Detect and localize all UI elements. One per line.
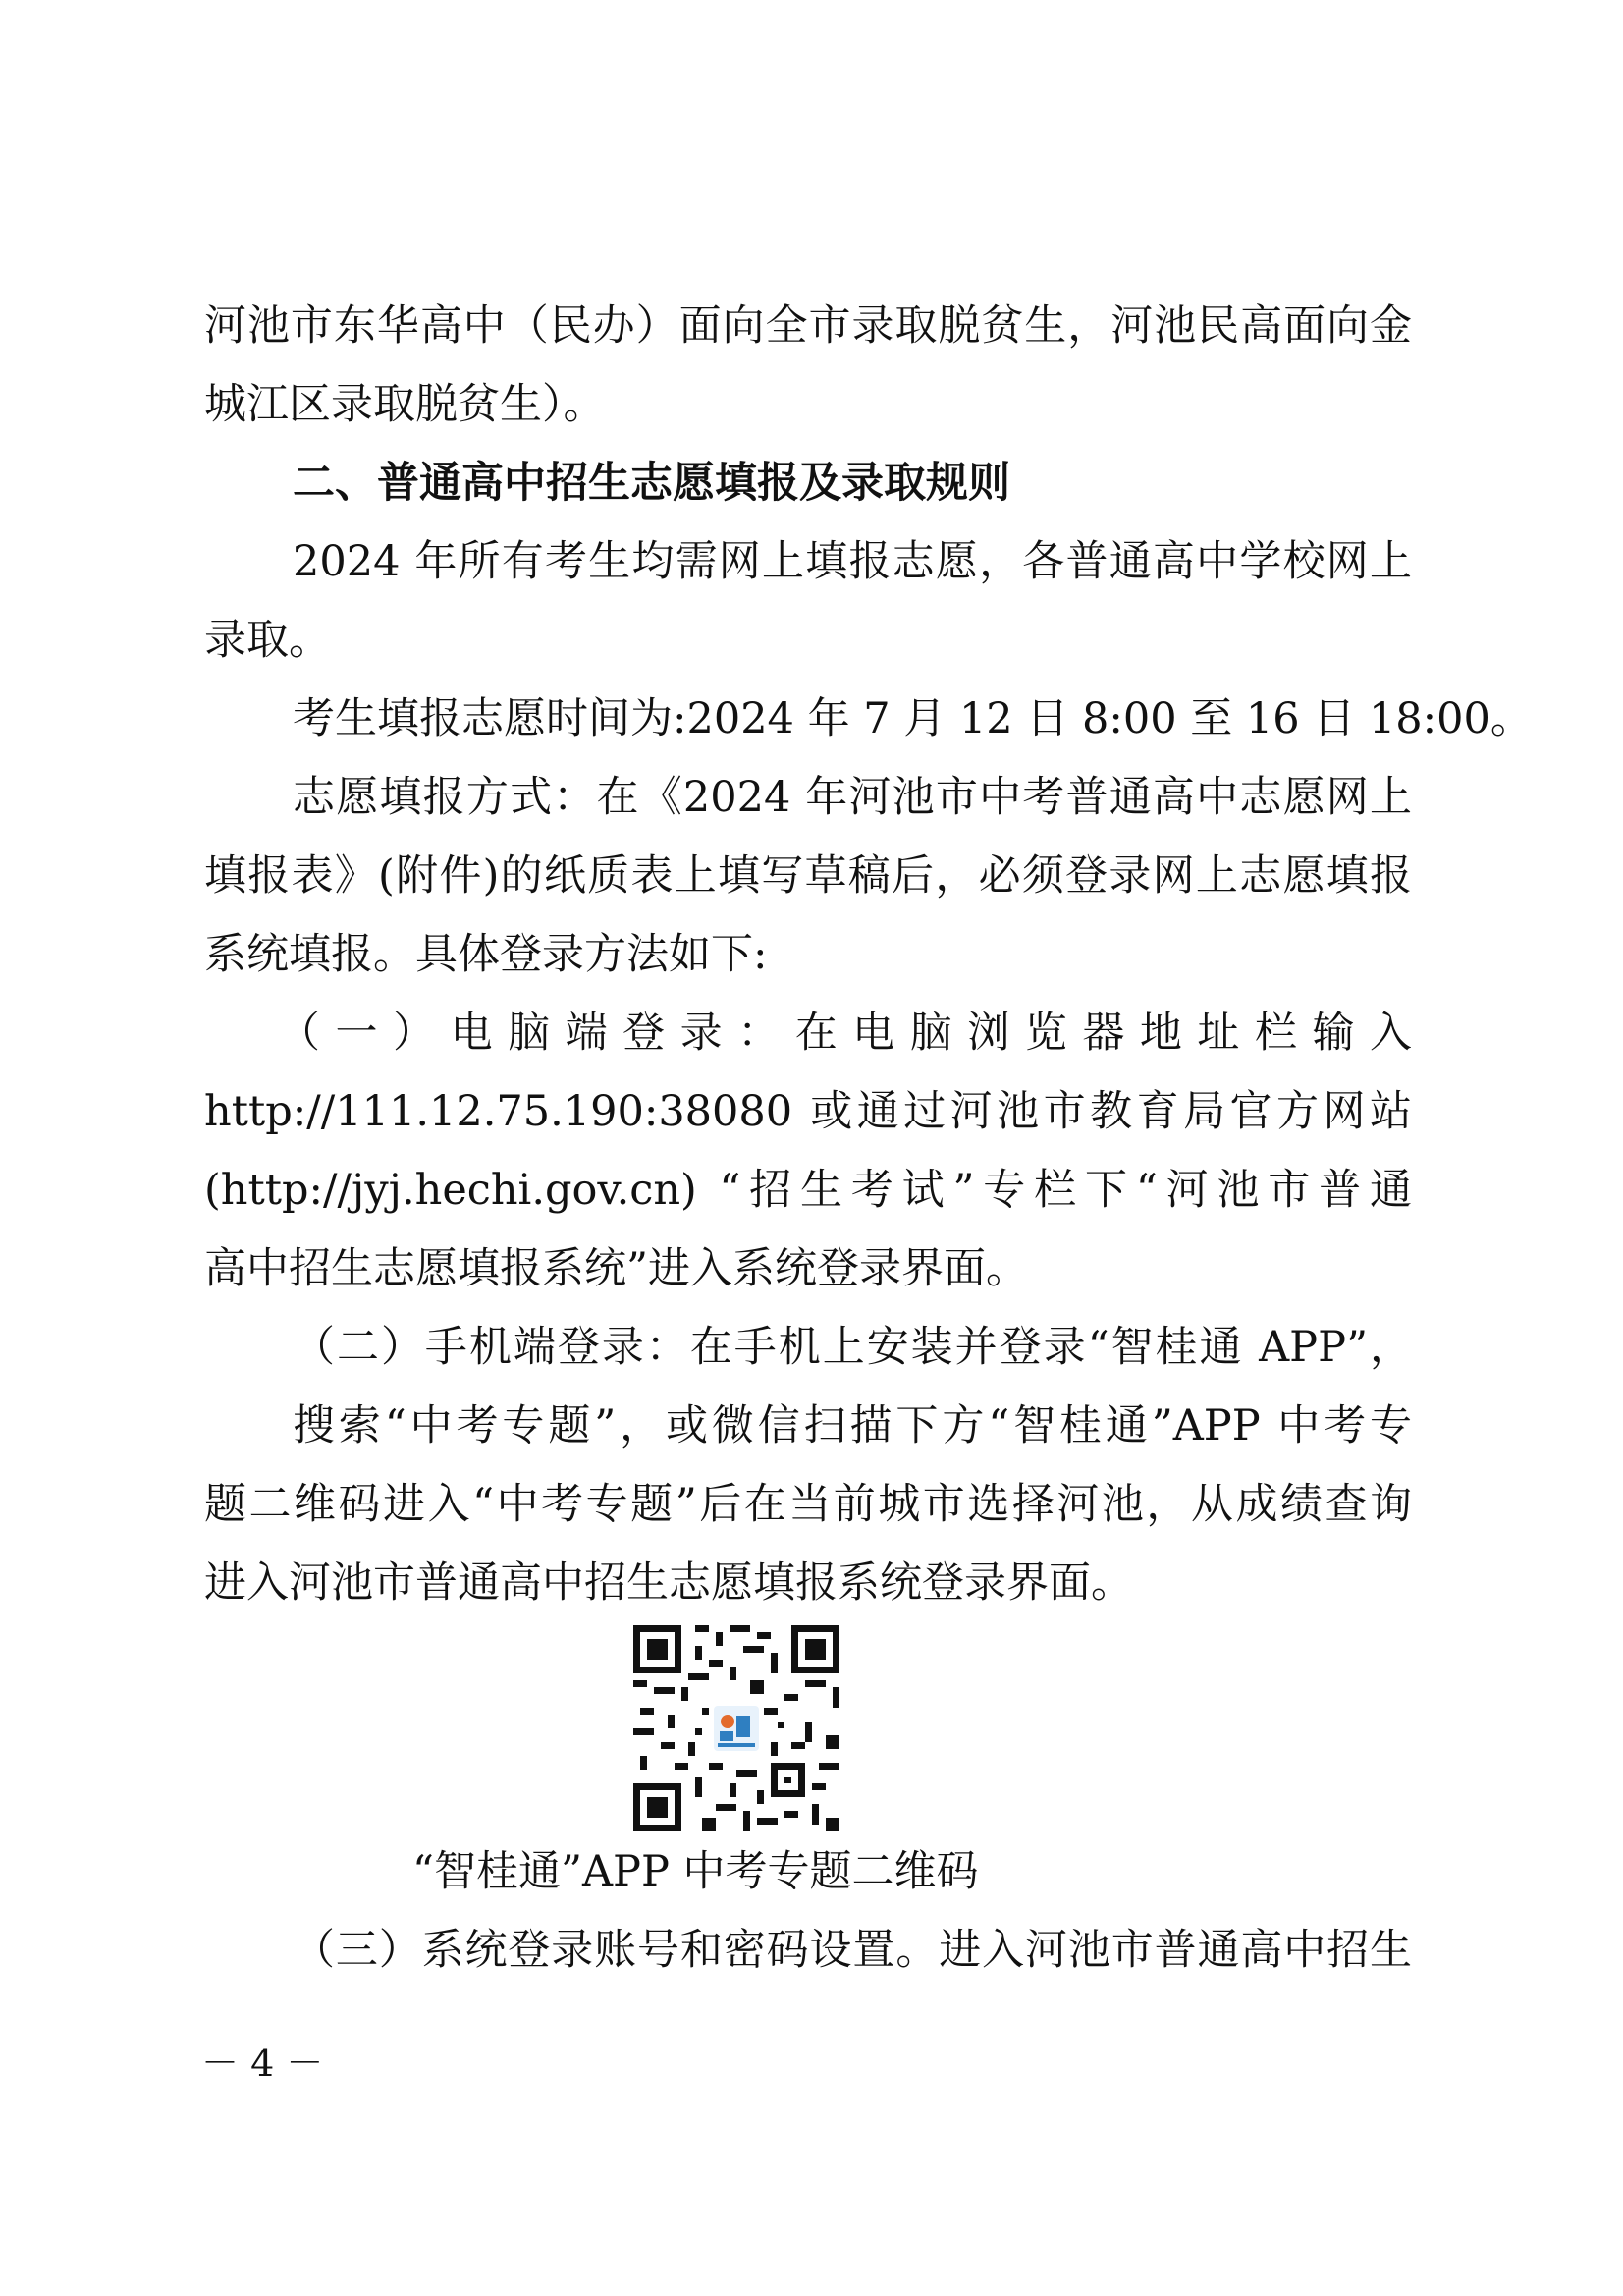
paragraph-line-4: 录取。	[204, 616, 331, 665]
paragraph-line-17: （三）系统登录账号和密码设置。进入河池市普通高中招生	[293, 1926, 1412, 1975]
paragraph-line-1: 河池市东华高中（民办）面向全市录取脱贫生，河池民高面向金	[204, 301, 1412, 351]
paragraph-line-9: （一）电脑端登录：在电脑浏览器地址栏输入	[278, 1009, 1412, 1058]
paragraph-line-14: 搜索“中考专题”，或微信扫描下方“智桂通”APP 中考专	[293, 1401, 1412, 1450]
paragraph-line-16: 进入河池市普通高中招生志愿填报系统登录界面。	[204, 1558, 1133, 1608]
paragraph-line-15: 题二维码进入“中考专题”后在当前城市选择河池，从成绩查询	[204, 1480, 1412, 1529]
page-number: － 4 －	[201, 2042, 324, 2085]
paragraph-line-11: (http://jyj.hechi.gov.cn) “招生考试”专栏下“河池市普通	[204, 1166, 1412, 1215]
section-heading: 二、普通高中招生志愿填报及录取规则	[293, 459, 1010, 508]
paragraph-line-7: 填报表》(附件)的纸质表上填写草稿后，必须登录网上志愿填报	[204, 851, 1412, 901]
paragraph-line-13: （二）手机端登录：在手机上安装并登录“智桂通 APP”，	[293, 1323, 1412, 1372]
qr-code-icon	[633, 1625, 839, 1831]
paragraph-line-5: 考生填报志愿时间为:2024 年 7 月 12 日 8:00 至 16 日 18:00。	[293, 694, 1533, 743]
qr-code-caption: “智桂通”APP 中考专题二维码	[412, 1847, 979, 1896]
paragraph-line-3: 2024 年所有考生均需网上填报志愿，各普通高中学校网上	[293, 537, 1412, 586]
paragraph-line-12: 高中招生志愿填报系统”进入系统登录界面。	[204, 1244, 1028, 1293]
paragraph-line-6: 志愿填报方式：在《2024 年河池市中考普通高中志愿网上	[293, 773, 1412, 822]
paragraph-line-2: 城江区录取脱贫生）。	[204, 380, 606, 429]
paragraph-line-8: 系统填报。具体登录方法如下:	[204, 930, 768, 979]
paragraph-line-10: http://111.12.75.190:38080 或通过河池市教育局官方网站	[204, 1087, 1412, 1136]
